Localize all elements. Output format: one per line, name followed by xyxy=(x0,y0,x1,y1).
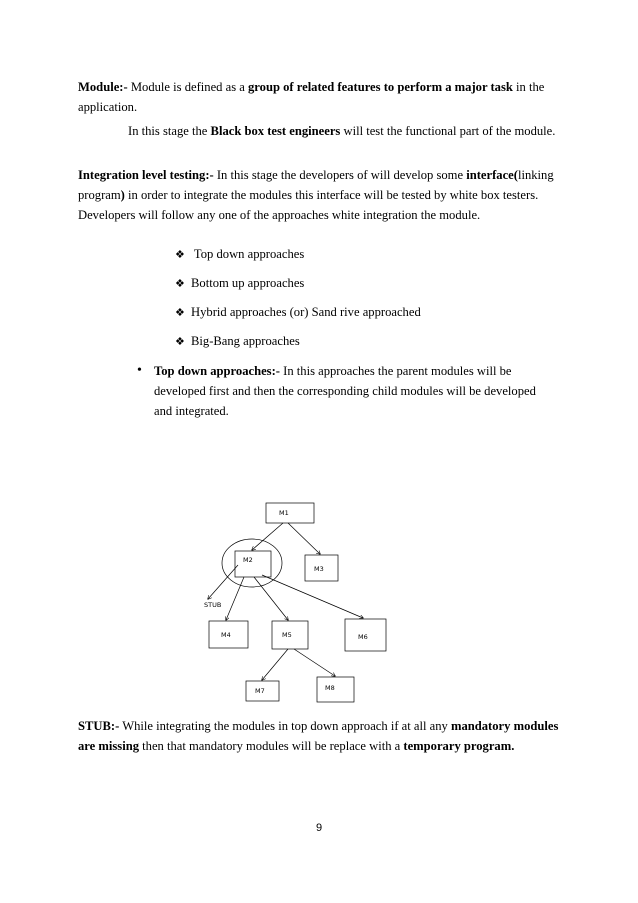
module-text-1: Module is defined as a xyxy=(127,80,248,94)
stub-text-1: While integrating the modules in top down approach if at all any xyxy=(119,719,451,733)
integration-label: Integration level testing:- xyxy=(78,168,214,182)
integration-bold-2: ) xyxy=(120,188,125,202)
module-box-m8 xyxy=(317,677,354,702)
list-item xyxy=(175,273,555,302)
list-item xyxy=(175,244,555,273)
top-down-paragraph xyxy=(154,361,554,421)
diamond-bullet-icon: ❖ xyxy=(175,249,185,261)
list-item xyxy=(175,331,555,360)
label-m2: M2 xyxy=(243,556,253,564)
stub-bold-1: mandatory modules are missing xyxy=(78,719,559,753)
edge-m1-m3 xyxy=(288,523,320,554)
module-text-2: in the application. xyxy=(78,80,545,114)
edge-m2-m4 xyxy=(226,577,244,620)
edge-m5-m7 xyxy=(262,649,288,680)
top-down-integration-diagram xyxy=(180,495,520,710)
module-box-m2 xyxy=(235,551,271,577)
list-item xyxy=(175,302,555,331)
label-m3: M3 xyxy=(314,565,324,573)
list-item-text: Bottom up approaches xyxy=(191,276,305,290)
stage-paragraph xyxy=(78,121,568,141)
module-definition-paragraph xyxy=(78,77,568,117)
stage-bold-1: Black box test engineers xyxy=(210,124,341,138)
approaches-list xyxy=(175,244,555,360)
edge-m2-m5 xyxy=(254,577,288,620)
label-m8: M8 xyxy=(325,684,335,692)
diamond-bullet-icon: ❖ xyxy=(175,307,185,319)
edge-m5-m8 xyxy=(294,649,335,676)
integration-paragraph xyxy=(78,165,568,225)
list-item-text: Hybrid approaches (or) Sand rive approached xyxy=(191,305,421,319)
module-label: Module:- xyxy=(78,80,128,94)
integration-text-2: linking program xyxy=(78,168,554,202)
top-down-label: Top down approaches:- xyxy=(154,364,280,378)
stage-text-1: In this stage the xyxy=(128,124,211,138)
module-bold-1: group of related features to perform a major task xyxy=(247,80,513,94)
list-item-text: Top down approaches xyxy=(191,247,305,261)
stub-paragraph xyxy=(78,716,568,756)
label-m5: M5 xyxy=(282,631,292,639)
label-m1: M1 xyxy=(279,509,289,517)
edge-m1-m2 xyxy=(252,523,283,550)
label-m4: M4 xyxy=(221,631,231,639)
label-stub: STUB xyxy=(204,601,222,609)
integration-text-1: In this stage the developers of will develop some xyxy=(213,168,467,182)
integration-bold-1: interface( xyxy=(466,168,518,182)
top-down-text: In this approaches the parent modules will be developed first and then the corresponding child modules will be developed and integrated. xyxy=(154,364,536,418)
label-m6: M6 xyxy=(358,633,368,641)
page-number: 9 xyxy=(315,822,323,834)
edge-m2-m6 xyxy=(262,575,363,618)
stage-text-2: will test the functional part of the module. xyxy=(340,124,556,138)
stub-text-2: then that mandatory modules will be replace with a xyxy=(139,739,404,753)
stub-label: STUB:- xyxy=(78,719,120,733)
label-m7: M7 xyxy=(255,687,265,695)
integration-text-3: in order to integrate the modules this interface will be tested by white box testers. Developers will follow any one of the approaches white integration the module. xyxy=(78,188,539,222)
diamond-bullet-icon: ❖ xyxy=(175,336,185,348)
module-box-m1 xyxy=(266,503,314,523)
diamond-bullet-icon: ❖ xyxy=(175,278,185,290)
bullet-dot-icon: • xyxy=(137,363,142,378)
list-item-text: Big-Bang approaches xyxy=(191,334,300,348)
stub-bold-2: temporary program. xyxy=(403,739,515,753)
